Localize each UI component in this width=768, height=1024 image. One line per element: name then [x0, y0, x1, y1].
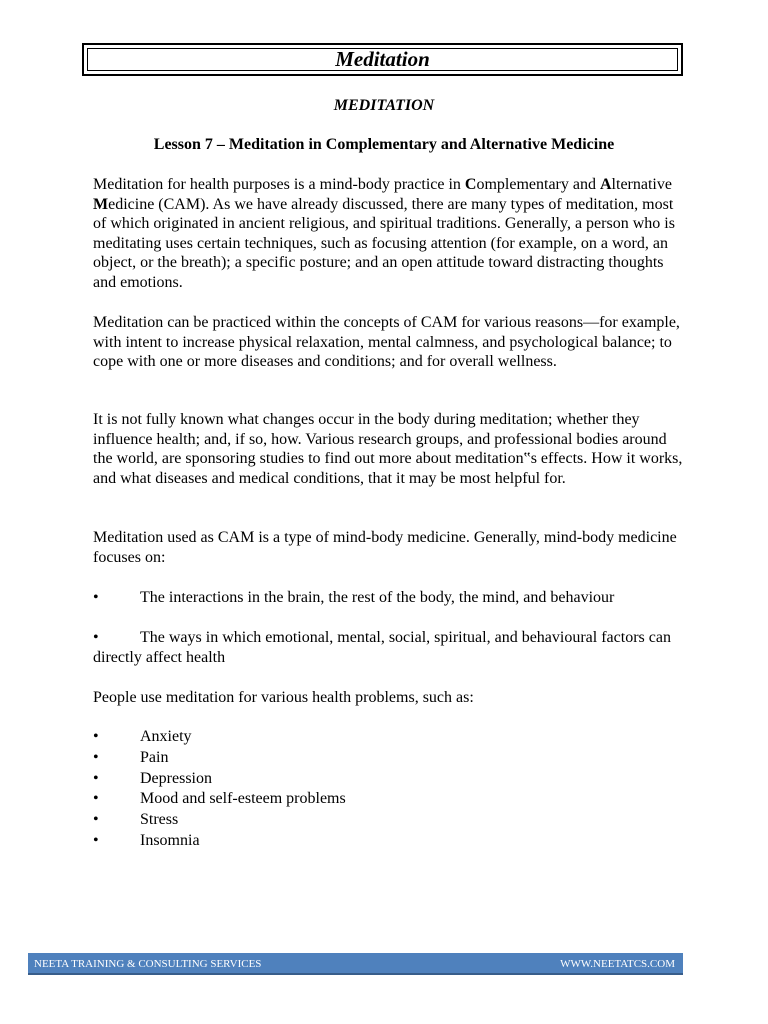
health-problems-list — [93, 727, 346, 852]
list-item: • Stress — [93, 810, 346, 831]
bullet-icon: • — [93, 748, 99, 766]
header-box — [82, 43, 683, 76]
paragraph-reasons: Meditation can be practiced within the concepts of CAM for various reasons—for example, with intent to increase physical relaxation, mental calmness, and psychological balance; to cope with one or more diseases and conditions; and for overall wellness. — [93, 314, 680, 371]
lesson-title: Lesson 7 – Meditation in Complementary and Alternative Medicine — [153, 136, 615, 153]
document-subtitle: MEDITATION — [333, 97, 435, 114]
bullet-icon: • — [93, 831, 99, 849]
bullet-icon: • — [93, 811, 99, 829]
bullet-icon: • — [93, 629, 99, 646]
bullet-icon: • — [93, 728, 99, 745]
bullet-icon: • — [93, 769, 99, 787]
focus-bullet-item: • The interactions in the brain, the rest of the body, the mind, and behaviour — [93, 589, 615, 606]
paragraph-intro: Meditation for health purposes is a mind-body practice in Complementary and Alternative Medicine (CAM). As we have already discussed, there are many types of meditation, most of which originated in ancient religious, and spiritual traditions. Generally, a person who is meditating uses certain techniques, such as focusing attention (for example, on a word, an object, or the breath); a specific posture; and an open attitude toward distracting thoughts and emotions. — [93, 176, 675, 291]
list-item: • Insomnia — [93, 831, 346, 852]
focus-bullet-item: • The ways in which emotional, mental, social, spiritual, and behavioural factors can directly affect health — [93, 629, 671, 666]
bullet-icon: • — [93, 790, 99, 808]
footer-company: NEETA TRAINING & CONSULTING SERVICES — [34, 958, 262, 970]
bullet-icon: • — [93, 589, 99, 606]
list-item: • Anxiety — [93, 727, 346, 748]
header-title: Meditation — [335, 47, 430, 71]
paragraph-health-problems: People use meditation for various health problems, such as: — [93, 689, 474, 706]
paragraph-research: It is not fully known what changes occur in the body during meditation; whether they influence health; and, if so, how. Various research groups, and professional bodies around the world, are sponsoring studies to find out more about meditation‟s effects. How it works, and what diseases and medical conditions, that it may be most helpful for. — [93, 411, 683, 487]
list-item: • Mood and self-esteem problems — [93, 789, 346, 810]
list-item: • Depression — [93, 769, 346, 790]
footer-website: WWW.NEETATCS.COM — [560, 958, 675, 970]
page-footer — [28, 953, 683, 975]
list-item: • Pain — [93, 748, 346, 769]
paragraph-mind-body: Meditation used as CAM is a type of mind-body medicine. Generally, mind-body medicine focuses on: — [93, 529, 677, 566]
